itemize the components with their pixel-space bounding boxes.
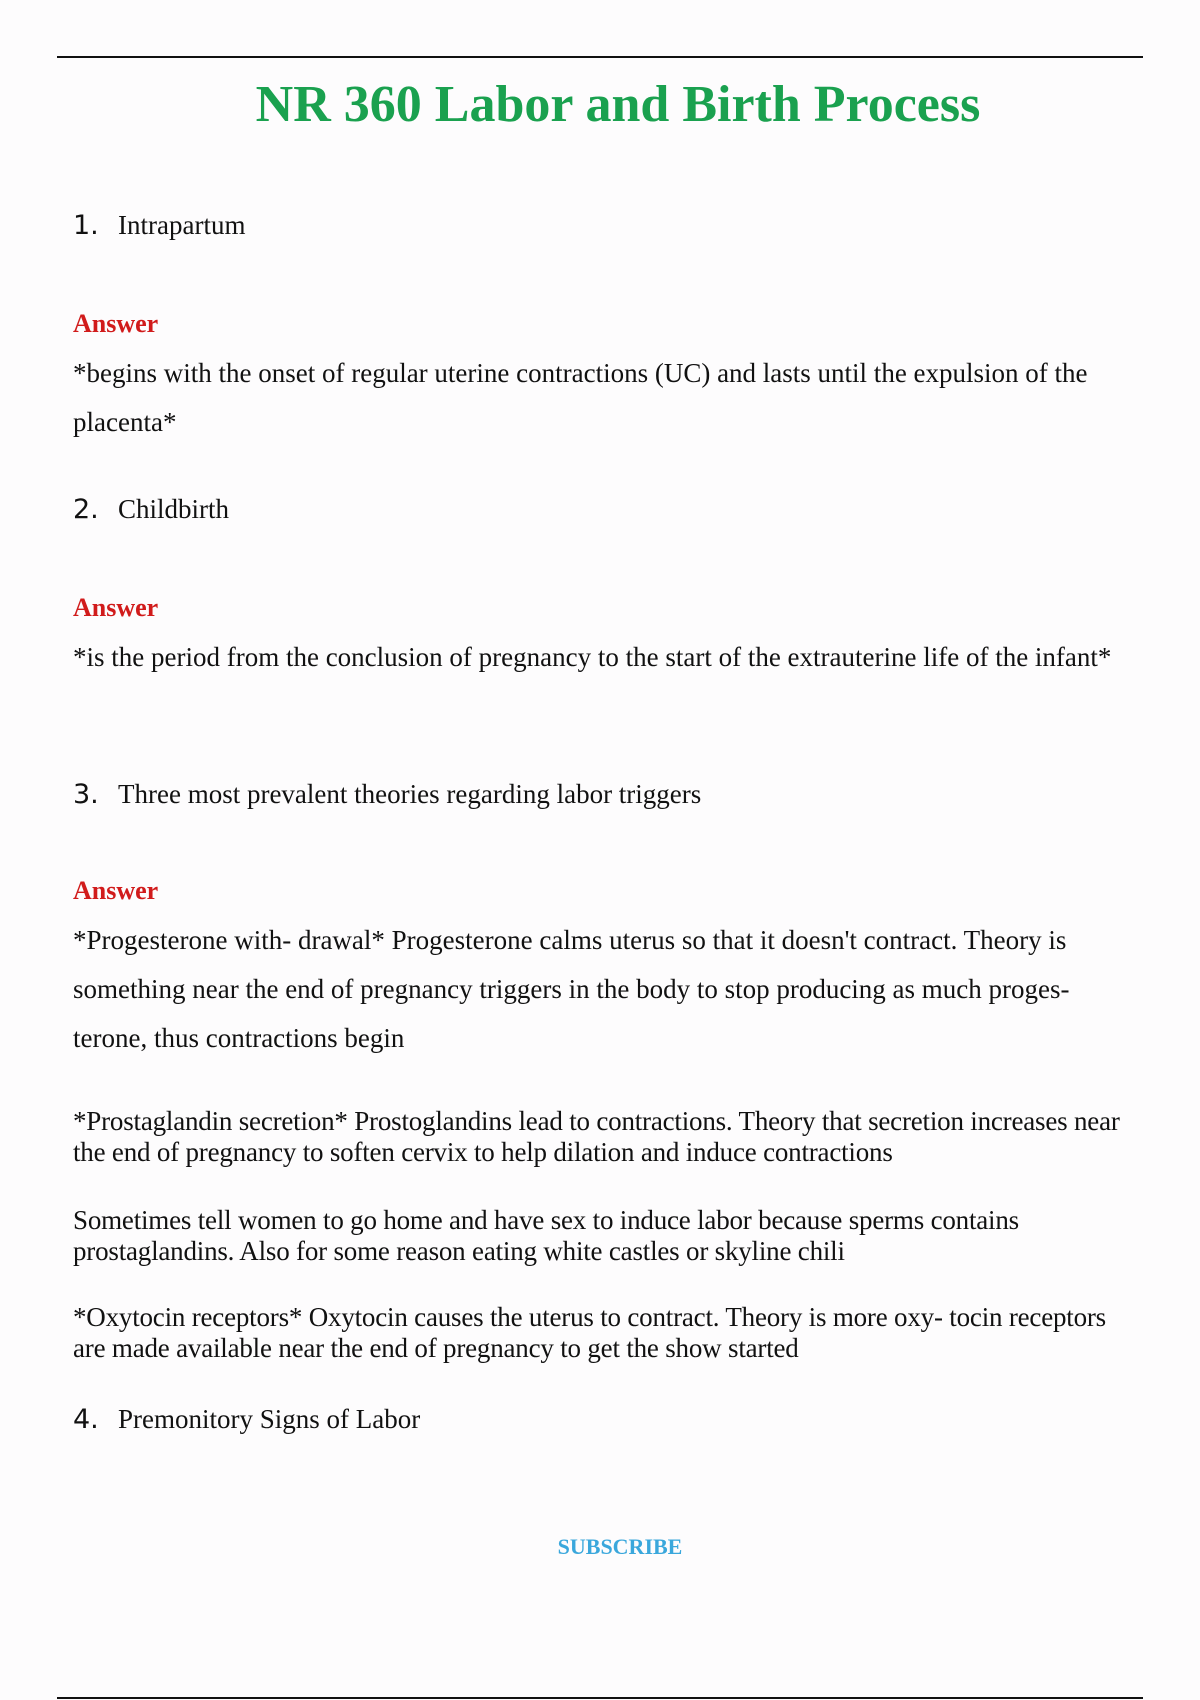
question-prompt: Childbirth (118, 494, 230, 524)
question-prompt: Premonitory Signs of Labor (118, 1404, 421, 1434)
answer-text: *is the period from the conclusion of pregnancy to the start of the extrauterine life of the infant* (73, 642, 1112, 672)
top-rule (57, 56, 1143, 58)
question-number: 3. (73, 779, 99, 810)
question-prompt: Intrapartum (118, 210, 246, 240)
answer-paragraph: Sometimes tell women to go home and have sex to induce labor because sperms contains prostaglandins. Also for some reason eating white castles or skyline chili (73, 1205, 1019, 1266)
question-2 (73, 492, 229, 527)
answer-label: Answer (73, 309, 159, 338)
question-3 (73, 777, 701, 812)
question-number: 2. (73, 494, 99, 525)
answer-label: Answer (73, 593, 159, 622)
question-prompt: Three most prevalent theories regarding labor triggers (118, 779, 702, 809)
question-1 (73, 208, 245, 243)
question-number: 1. (73, 210, 99, 241)
answer-paragraph: *Oxytocin receptors* Oxytocin causes the uterus to contract. Theory is more oxy- tocin receptors are made available near the end of pregnancy to get the show started (73, 1302, 1106, 1363)
answer-label: Answer (73, 876, 159, 905)
answer-text: *begins with the onset of regular uterine contractions (UC) and lasts until the expulsion of the placenta* (73, 358, 1088, 437)
subscribe-link[interactable]: SUBSCRIBE (557, 1534, 683, 1559)
answer-paragraph: *Prostaglandin secretion* Prostoglandins lead to contractions. Theory that secretion increases near the end of pregnancy to soften cervix to help dilation and induce contractions (73, 1106, 1120, 1167)
bottom-rule (57, 1697, 1143, 1699)
question-number: 4. (73, 1404, 99, 1435)
page-title: NR 360 Labor and Birth Process (255, 76, 981, 133)
question-4 (73, 1402, 420, 1437)
answer-text: *Progesterone with- drawal* Progesterone calms uterus so that it doesn't contract. Theory is something near the end of pregnancy triggers in the body to stop producing as much proges- terone, thus contractions begin (73, 925, 1070, 1053)
